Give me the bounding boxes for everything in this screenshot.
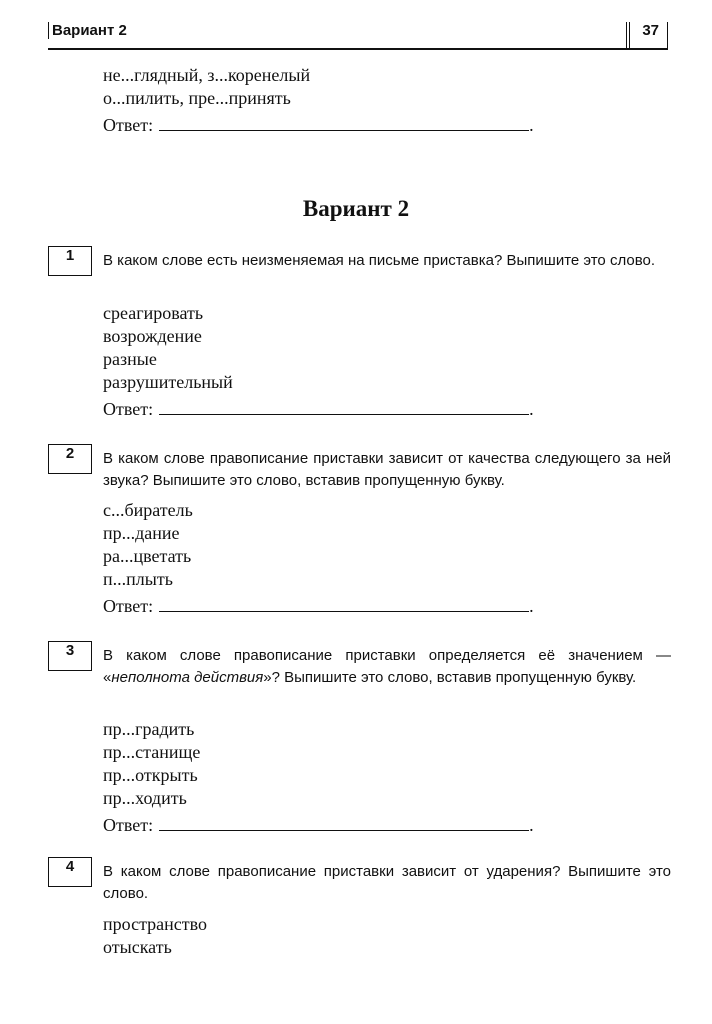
answer-row: Ответ: . bbox=[103, 394, 673, 424]
option: разрушительный bbox=[103, 372, 233, 392]
variant-title: Вариант 2 bbox=[302, 196, 410, 221]
options-1 bbox=[103, 302, 673, 424]
question-text: В каком слове правописание приставки зависит от качества следующего за ней звука? Выпишите это слово, вставив пропущенную букву. bbox=[103, 450, 671, 489]
option: п...плыть bbox=[103, 569, 173, 589]
text-part: В каком слове правописание приставки определяется её значением — « bbox=[103, 647, 671, 686]
answer-label: Ответ: bbox=[103, 399, 154, 419]
answer-blank[interactable] bbox=[159, 112, 529, 131]
answer-label: Ответ: bbox=[103, 115, 154, 135]
answer-row: Ответ: . bbox=[103, 810, 673, 840]
answer-label: Ответ: bbox=[103, 815, 154, 835]
answer-row: Ответ: . bbox=[103, 591, 673, 621]
page-number: 37 bbox=[626, 22, 668, 48]
option: возрождение bbox=[103, 326, 202, 346]
question-number: 1 bbox=[48, 246, 92, 276]
question-number: 2 bbox=[48, 444, 92, 474]
option: пр...ходить bbox=[103, 788, 187, 808]
option: пр...градить bbox=[103, 719, 195, 739]
option: разные bbox=[103, 349, 157, 369]
option: ра...цветать bbox=[103, 546, 192, 566]
answer-row: Ответ: . bbox=[103, 110, 673, 140]
page-header bbox=[48, 22, 668, 50]
question-text: В каком слове есть неизменяемая на письме приставка? Выпишите это слово. bbox=[103, 252, 656, 269]
header-section: Вариант 2 bbox=[48, 22, 127, 39]
options-4 bbox=[103, 913, 673, 959]
options-2 bbox=[103, 499, 673, 621]
word-line: о...пилить, пре...принять bbox=[103, 88, 291, 108]
option: отыскать bbox=[103, 937, 172, 957]
question-number: 3 bbox=[48, 641, 92, 671]
text-part: »? Выпишите это слово, вставив пропущенную букву. bbox=[263, 669, 637, 686]
option: с...биратель bbox=[103, 500, 193, 520]
emphasis-text: неполнота действия bbox=[111, 669, 264, 686]
word-line: не...глядный, з...коренелый bbox=[103, 65, 311, 85]
answer-blank[interactable] bbox=[159, 593, 529, 612]
question-text bbox=[103, 645, 671, 689]
answer-label: Ответ: bbox=[103, 596, 154, 616]
carryover-exercise bbox=[103, 64, 673, 140]
option: пространство bbox=[103, 914, 208, 934]
question-number: 4 bbox=[48, 857, 92, 887]
options-3 bbox=[103, 718, 673, 840]
question-text: В каком слове правописание приставки зависит от ударения? Выпишите это слово. bbox=[103, 863, 671, 902]
answer-blank[interactable] bbox=[159, 812, 529, 831]
option: среагировать bbox=[103, 303, 204, 323]
option: пр...дание bbox=[103, 523, 180, 543]
answer-blank[interactable] bbox=[159, 396, 529, 415]
option: пр...открыть bbox=[103, 765, 198, 785]
option: пр...станище bbox=[103, 742, 201, 762]
